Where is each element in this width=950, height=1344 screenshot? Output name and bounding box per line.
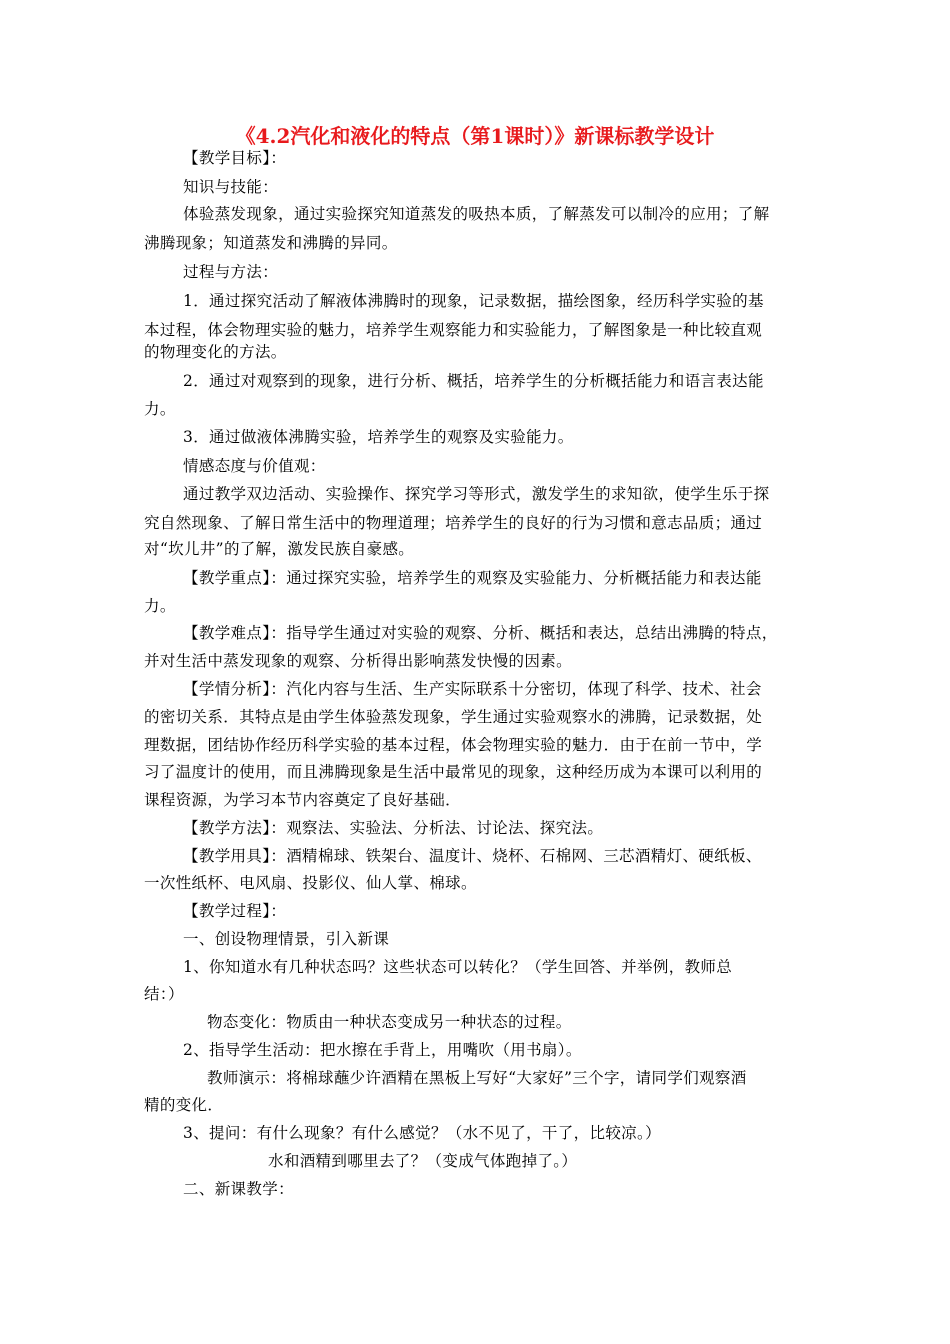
- paragraph-line: 3．通过做液体沸腾实验，培养学生的观察及实验能力。: [183, 428, 574, 446]
- subheading: 一、创设物理情景，引入新课: [183, 930, 390, 948]
- paragraph-line: 【教学用具】：酒精棉球、铁架台、温度计、烧杯、石棉网、三芯酒精灯、硬纸板、: [183, 847, 762, 865]
- paragraph-line: 本过程，体会物理实验的魅力，培养学生观察能力和实验能力，了解图象是一种比较直观: [144, 321, 763, 339]
- subheading: 二、新课教学：: [183, 1180, 294, 1198]
- paragraph-line: 力。: [144, 400, 176, 418]
- paragraph-line: 【教学方法】：观察法、实验法、分析法、讨论法、探究法。: [183, 819, 604, 837]
- paragraph-line: 一次性纸杯、电风扇、投影仪、仙人掌、棉球。: [144, 874, 477, 892]
- paragraph-line: 教师演示：将棉球蘸少许酒精在黑板上写好“大家好”三个字，请同学们观察酒: [207, 1069, 747, 1087]
- paragraph-line: 的密切关系．其特点是由学生体验蒸发现象，学生通过实验观察水的沸腾，记录数据，处: [144, 708, 763, 726]
- paragraph-line: 习了温度计的使用，而且沸腾现象是生活中最常见的现象，这种经历成为本课可以利用的: [144, 763, 763, 781]
- section-heading: 【教学目标】：: [183, 149, 287, 167]
- paragraph-line: 力。: [144, 597, 176, 615]
- paragraph-line: 精的变化．: [144, 1096, 224, 1114]
- document-title: 《4.2汽化和液化的特点（第1课时）》新课标教学设计: [235, 124, 715, 148]
- subheading: 过程与方法：: [183, 263, 279, 281]
- paragraph-line: 1．通过探究活动了解液体沸腾时的现象，记录数据，描绘图象，经历科学实验的基: [183, 292, 764, 310]
- subheading: 知识与技能：: [183, 178, 279, 196]
- paragraph-line: 体验蒸发现象，通过实验探究知道蒸发的吸热本质，了解蒸发可以制冷的应用；了解: [183, 205, 770, 223]
- paragraph-line: 物态变化：物质由一种状态变成另一种状态的过程。: [207, 1013, 572, 1031]
- paragraph-line: 的物理变化的方法。: [144, 343, 287, 361]
- paragraph-line: 对“坎儿井”的了解，激发民族自豪感。: [144, 540, 415, 558]
- paragraph-line: 理数据，团结协作经历科学实验的基本过程，体会物理实验的魅力．由于在前一节中，学: [144, 736, 763, 754]
- paragraph-line: 3、提问：有什么现象？有什么感觉？（水不见了，干了，比较凉。）: [183, 1124, 661, 1142]
- paragraph-line: 【教学重点】：通过探究实验，培养学生的观察及实验能力、分析概括能力和表达能: [183, 569, 762, 587]
- paragraph-line: 水和酒精到哪里去了？（变成气体跑掉了。）: [268, 1152, 578, 1170]
- paragraph-line: 2、指导学生活动：把水擦在手背上，用嘴吹（用书扇）。: [183, 1041, 582, 1059]
- paragraph-line: 通过教学双边活动、实验操作、探究学习等形式，激发学生的求知欲，使学生乐于探: [183, 485, 770, 503]
- paragraph-line: 课程资源，为学习本节内容奠定了良好基础．: [144, 791, 462, 809]
- paragraph-line: 究自然现象、了解日常生活中的物理道理；培养学生的良好的行为习惯和意志品质；通过: [144, 514, 763, 532]
- paragraph-line: 沸腾现象；知道蒸发和沸腾的异同。: [144, 234, 398, 252]
- paragraph-line: 结：）: [144, 985, 184, 1003]
- paragraph-line: 并对生活中蒸发现象的观察、分析得出影响蒸发快慢的因素。: [144, 652, 572, 670]
- subheading: 情感态度与价值观：: [183, 457, 326, 475]
- paragraph-line: 2．通过对观察到的现象，进行分析、概括，培养学生的分析概括能力和语言表达能: [183, 372, 764, 390]
- paragraph-line: 【教学难点】：指导学生通过对实验的观察、分析、概括和表达，总结出沸腾的特点，: [183, 624, 778, 642]
- paragraph-line: 【学情分析】：汽化内容与生活、生产实际联系十分密切，体现了科学、技术、社会: [183, 680, 762, 698]
- paragraph-line: 1、你知道水有几种状态吗？这些状态可以转化？（学生回答、并举例，教师总: [183, 958, 733, 976]
- section-heading: 【教学过程】：: [183, 902, 287, 920]
